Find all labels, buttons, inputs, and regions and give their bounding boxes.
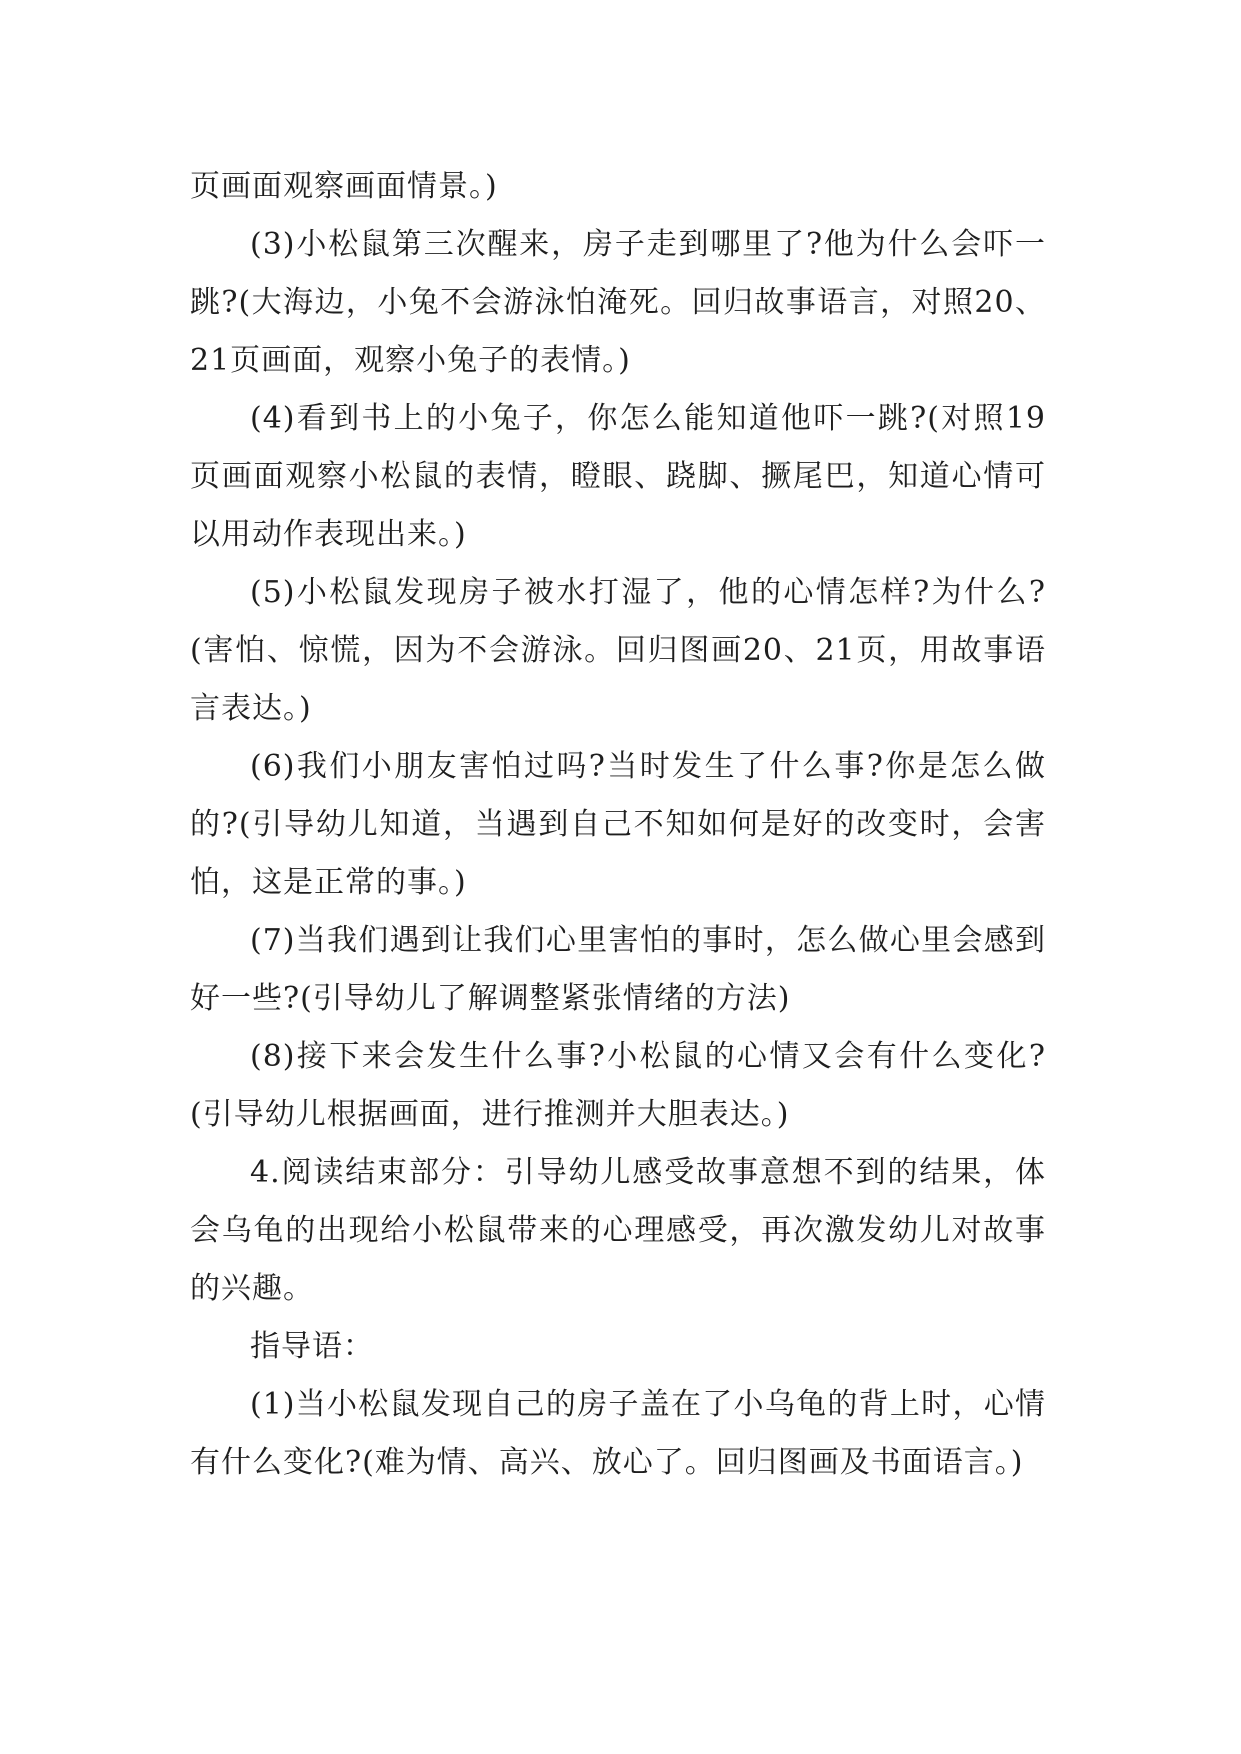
guidance-item-3: (3)小松鼠第三次醒来，房子走到哪里了?他为什么会吓一跳?(大海边，小兔不会游泳怕淹死。回归故事语言，对照20、21页画面，观察小兔子的表情。) — [190, 227, 1046, 378]
guidance-item-1: (1)当小松鼠发现自己的房子盖在了小乌龟的背上时，心情有什么变化?(难为情、高兴、放心了。回归图画及书面语言。) — [190, 1387, 1046, 1480]
guidance-item-4: (4)看到书上的小兔子，你怎么能知道他吓一跳?(对照19页画面观察小松鼠的表情，瞪眼、跷脚、撅尾巴，知道心情可以用动作表现出来。) — [190, 401, 1046, 552]
guidance-item-8: (8)接下来会发生什么事?小松鼠的心情又会有什么变化?(引导幼儿根据画面，进行推测并大胆表达。) — [190, 1039, 1046, 1132]
section-4-reading-conclusion: 4.阅读结束部分：引导幼儿感受故事意想不到的结果，体会乌龟的出现给小松鼠带来的心理感受，再次激发幼儿对故事的兴趣。 — [190, 1155, 1046, 1306]
paragraph-continuation: 页画面观察画面情景。) — [190, 169, 498, 204]
guidance-item-5: (5)小松鼠发现房子被水打湿了，他的心情怎样?为什么?(害怕、惊慌，因为不会游泳。回归图画20、21页，用故事语言表达。) — [190, 575, 1046, 726]
guidance-item-6: (6)我们小朋友害怕过吗?当时发生了什么事?你是怎么做的?(引导幼儿知道，当遇到自己不知如何是好的改变时，会害怕，这是正常的事。) — [190, 749, 1046, 900]
guidance-item-7: (7)当我们遇到让我们心里害怕的事时，怎么做心里会感到好一些?(引导幼儿了解调整紧张情绪的方法) — [190, 923, 1046, 1016]
guidance-heading: 指导语： — [250, 1329, 374, 1364]
document-body — [190, 158, 1046, 1492]
